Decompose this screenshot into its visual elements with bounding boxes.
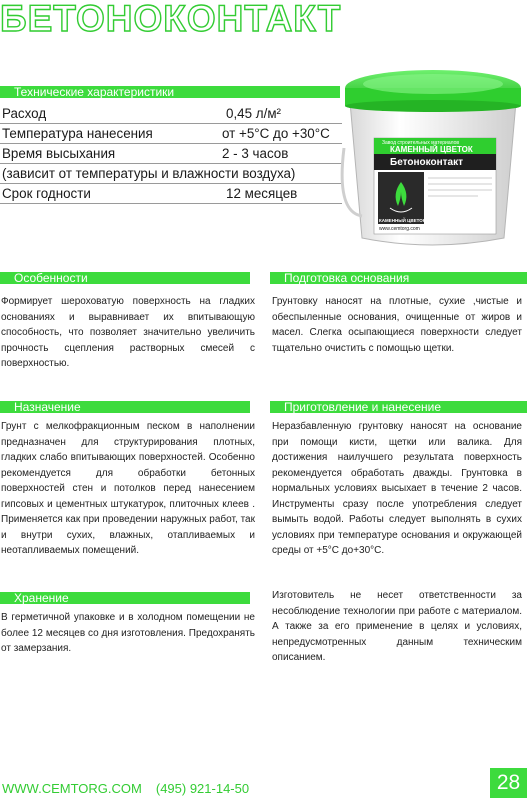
storage-text: В герметичной упаковке и в холодном помещении не более 12 месяцев со дня изготовления. Предохранять от замерзания. (1, 612, 255, 654)
application-header: Приготовление и нанесение (270, 401, 527, 413)
features-header: Особенности (0, 272, 250, 284)
spec-label: Время высыхания (2, 146, 116, 161)
spec-label: Температура нанесения (2, 126, 153, 141)
bucket-factory-text: Завод строительных материалов (382, 140, 460, 146)
phone-number: (495) 921-14-50 (155, 781, 250, 796)
purpose-header: Назначение (0, 401, 250, 413)
product-bucket-image (338, 62, 527, 248)
preparation-header: Подготовка основания (270, 272, 527, 284)
spec-value: 12 месяцев (226, 186, 298, 201)
bucket-url-text: www.cemtorg.com (379, 226, 420, 232)
disclaimer-text: Изготовитель не несет ответственности за несоблюдение технологии при работе с материалом. А также за его применение в целях и условиях, непредусмотренных данным техническим описанием. (272, 590, 522, 663)
spec-label: Расход (2, 106, 47, 121)
features-text: Формирует шероховатую поверхность на гладких основаниях и выравнивает их впитывающую способность, что позволяет значительно увеличить прочность сцепления растворных смесей с поверхностью. (1, 296, 255, 369)
spec-row (0, 184, 342, 204)
spec-row (0, 144, 342, 164)
page-number: 28 (490, 768, 527, 798)
application-text: Неразбавленную грунтовку наносят на основание при помощи кисти, щетки или валика. Для достижения наилучшего результата поверхность рекомендуется обработать дважды. Грунтовка в нормальных условиях высыхает в течение 2 часов. Инструменты сразу после употребления следует вымыть водой. Работы следует выполнять в сухих условиях при температуре основания и окружающей среды от +5°С до+30°С. (272, 421, 522, 556)
preparation-text: Грунтовку наносят на плотные, сухие ,чистые и обеспыленные основания, очищенные от жиров и масел. Слегка осыпающиеся поверхности следует тщательно очистить с помощью щетки. (272, 296, 522, 354)
spec-row (0, 124, 342, 144)
bucket-logo-text: КАМЕННЫЙ ЦВЕТОК (379, 218, 426, 223)
storage-header: Хранение (0, 592, 250, 604)
page-title: БЕТОНОКОНТАКТ (0, 0, 342, 39)
spec-row (0, 164, 342, 184)
bucket-brand-text: КАМЕННЫЙ ЦВЕТОК (390, 145, 473, 154)
bucket-product-text: Бетоноконтакт (390, 157, 464, 168)
spec-value: от +5°С до +30°С (222, 126, 330, 141)
spec-label: Срок годности (2, 186, 91, 201)
spec-value: 0,45 л/м² (226, 106, 281, 121)
purpose-text: Грунт с мелкофракционным песком в наполнении предназначен для структурирования плотных, гладких слабо впитывающих поверхностей. Особенно рекомендуется для обработки бетонных поверхностей стен и потолков перед нанесением гипсовых и цементных штукатурок, плиточных клеев . Применяется как при проведении наружных работ, так и внутри сухих, влажных, отапливаемых и неотапливаемых помещений. (1, 421, 255, 556)
spec-label: (зависит от температуры и влажности воздуха) (2, 166, 296, 181)
spec-value: 2 - 3 часов (222, 146, 289, 161)
website-link[interactable]: WWW.CEMTORG.COM (2, 781, 142, 796)
specs-header: Технические характеристики (0, 86, 340, 98)
footer-contacts (2, 781, 249, 796)
spec-row (0, 104, 342, 124)
specs-table (0, 104, 342, 204)
